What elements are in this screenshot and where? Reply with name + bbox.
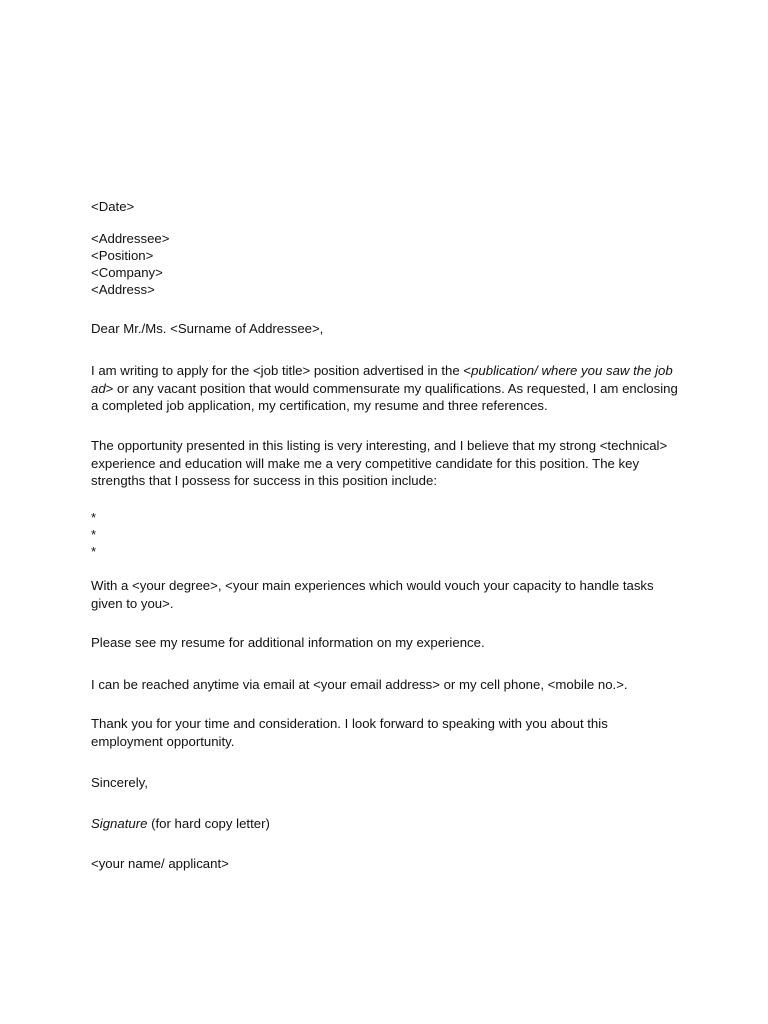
- paragraph-intro: [91, 362, 681, 415]
- position-line: <Position>: [91, 248, 154, 263]
- bullet-1: *: [91, 510, 97, 525]
- company-line: <Company>: [91, 265, 163, 280]
- paragraph-opportunity: The opportunity presented in this listing is very interesting, and I believe that my strong <technical> experience and education will make me a very competitive candidate for this position. The key strengths that I possess for success in this position include:: [91, 438, 668, 488]
- bullet-3: *: [91, 544, 97, 559]
- paragraph-intro-text-b: > or any vacant position that would commensurate my qualifications. As requested, I am enclosing a completed job application, my certification, my resume and three references.: [91, 380, 678, 413]
- paragraph-contact: I can be reached anytime via email at <your email address> or my cell phone, <mobile no.>.: [91, 677, 628, 692]
- paragraph-resume: Please see my resume for additional information on my experience.: [91, 635, 485, 650]
- salutation: Dear Mr./Ms. <Surname of Addressee>,: [91, 321, 324, 336]
- closing: Sincerely,: [91, 775, 148, 790]
- signature-note: (for hard copy letter): [147, 816, 270, 831]
- addressee-line: <Addressee>: [91, 231, 170, 246]
- date-line: <Date>: [91, 199, 135, 214]
- paragraph-thanks: Thank you for your time and consideration. I look forward to speaking with you about this employment opportunity.: [91, 716, 608, 749]
- applicant-name: <your name/ applicant>: [91, 856, 229, 871]
- paragraph-intro-text-a: I am writing to apply for the <job title> position advertised in the <: [91, 363, 472, 378]
- signature-italic: Signature: [91, 816, 148, 831]
- paragraph-degree: With a <your degree>, <your main experiences which would vouch your capacity to handle tasks given to you>.: [91, 578, 654, 611]
- bullet-2: *: [91, 527, 97, 542]
- address-line: <Address>: [91, 282, 155, 297]
- paragraph-intro-italic: publication/ where you saw the job ad: [91, 363, 673, 396]
- signature-line: [91, 815, 270, 832]
